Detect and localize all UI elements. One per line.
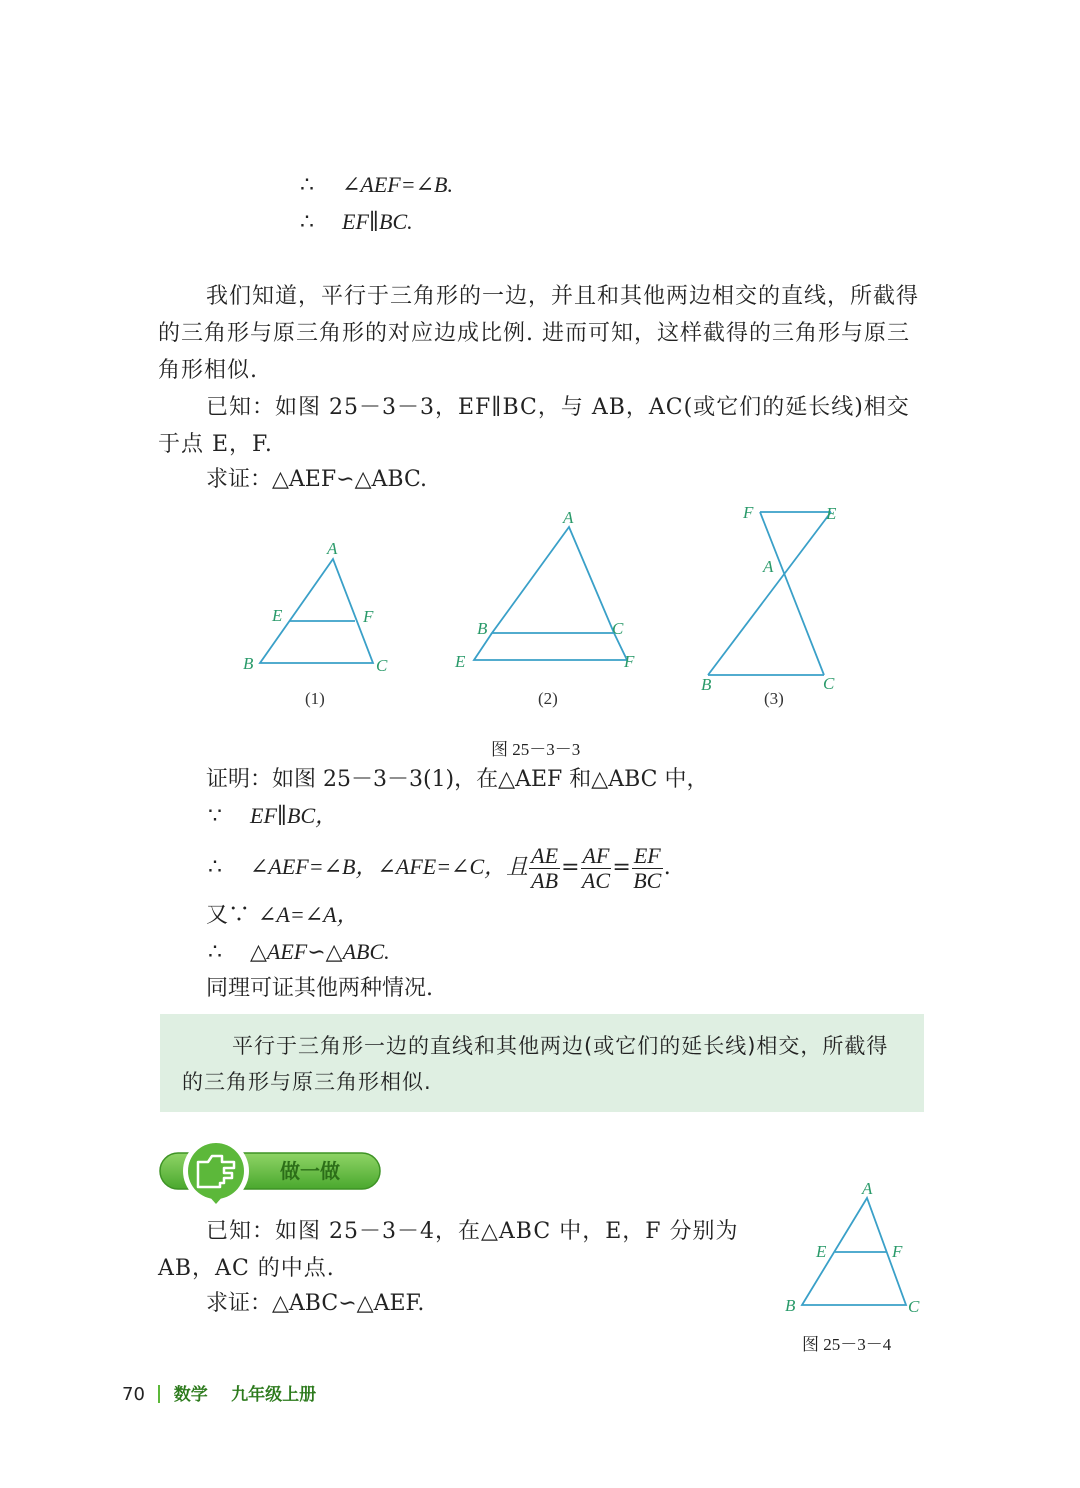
label-e-3: E	[826, 504, 837, 523]
fraction-ef-bc: $\frac{EF}{BC}$	[633, 842, 662, 893]
because-symbol: ∵	[208, 804, 222, 829]
therefore-symbol: ∴	[208, 940, 222, 965]
footer-book: 九年级上册	[231, 1385, 317, 1405]
also-because-symbol: 又∵	[206, 903, 251, 928]
page-number: 70	[122, 1384, 145, 1405]
therefore-symbol: ∴	[300, 210, 314, 235]
given-statement: 已知：如图 25－3－3，EF∥BC，与 AB，AC(或它们的延长线)相交于点 E，F.	[158, 395, 910, 457]
triangle-2	[492, 527, 614, 633]
label-f: F	[892, 1242, 903, 1261]
label-e: E	[816, 1242, 827, 1261]
therefore-line-2	[300, 207, 413, 238]
statement: ∠AEF=∠B，∠AFE=∠C，且	[250, 854, 529, 879]
therefore-line-1	[300, 170, 453, 201]
label-b: B	[785, 1296, 796, 1315]
label-b-2: B	[477, 619, 488, 638]
fraction-ae-ab: $\frac{AE}{AB}$	[531, 842, 559, 893]
label-c-3: C	[823, 674, 835, 693]
activity-title: 做一做	[280, 1159, 340, 1183]
theorem-text: 平行于三角形一边的直线和其他两边(或它们的延长线)相交，所截得的三角形与原三角形相似.	[182, 1034, 889, 1094]
label-b-1: B	[243, 654, 254, 673]
label-a-1: A	[327, 539, 338, 558]
footer-subject: 数学	[173, 1385, 208, 1405]
similarly-line: 同理可证其他两种情况.	[206, 976, 433, 1001]
statement: △AEF∽△ABC.	[250, 939, 390, 964]
subfigure-2-label: (2)	[538, 689, 558, 708]
conclusion-line	[208, 937, 390, 968]
statement: ∠A=∠A，	[258, 902, 359, 927]
activity-badge	[158, 1135, 383, 1207]
statement: ∠AEF=∠B.	[342, 172, 453, 197]
prove-statement: 求证：△AEF∽△ABC.	[206, 467, 427, 492]
theorem-box	[160, 1014, 924, 1112]
figure-caption-25-3-4: 图 25－3－4	[802, 1335, 892, 1354]
subfigure-1-label: (1)	[305, 689, 325, 708]
statement: EF∥BC，	[250, 803, 338, 828]
page-footer	[122, 1380, 316, 1405]
proof-intro: 证明：如图 25－3－3(1)，在△AEF 和△ABC 中，	[206, 767, 709, 792]
figure-25-3-4	[780, 1175, 930, 1315]
footer-divider	[158, 1385, 160, 1403]
label-a-3: A	[763, 557, 774, 576]
paragraph-intro: 我们知道，平行于三角形的一边，并且和其他两边相交的直线，所截得的三角形与原三角形的对应边成比例. 进而可知，这样截得的三角形与原三角形相似.	[158, 284, 920, 383]
label-c: C	[908, 1297, 920, 1315]
label-f-2: F	[624, 652, 635, 671]
also-line	[206, 900, 359, 931]
label-a: A	[862, 1179, 873, 1198]
activity-given: 已知：如图 25－3－4，在△ABC 中，E，F 分别为 AB，AC 的中点.	[158, 1219, 739, 1281]
therefore-ratio-line: ∴ ∠AEF=∠B，∠AFE=∠C，且 $\frac{AE}{AB}$ = $\frac{AF}{AC}$ = $\frac{EF}{BC}$ .	[208, 842, 671, 893]
fraction-af-ac: $\frac{AF}{AC}$	[581, 842, 610, 893]
label-f-3: F	[743, 503, 754, 522]
label-a-2: A	[563, 508, 574, 527]
figure-25-3-3	[230, 500, 870, 730]
label-e-2: E	[455, 652, 466, 671]
therefore-symbol: ∴	[300, 173, 314, 198]
extension-2	[474, 633, 627, 660]
figure-caption-25-3-3: 图 25－3－3	[491, 740, 581, 759]
therefore-symbol: ∴	[208, 855, 222, 880]
subfigure-3-label: (3)	[764, 689, 784, 708]
label-c-2: C	[612, 619, 624, 638]
label-b-3: B	[701, 675, 712, 694]
activity-prove: 求证：△ABC∽△AEF.	[206, 1291, 425, 1316]
statement: EF∥BC.	[342, 209, 413, 234]
label-e-1: E	[272, 606, 283, 625]
because-line	[208, 801, 337, 832]
label-f-1: F	[363, 607, 374, 626]
label-c-1: C	[376, 656, 388, 675]
